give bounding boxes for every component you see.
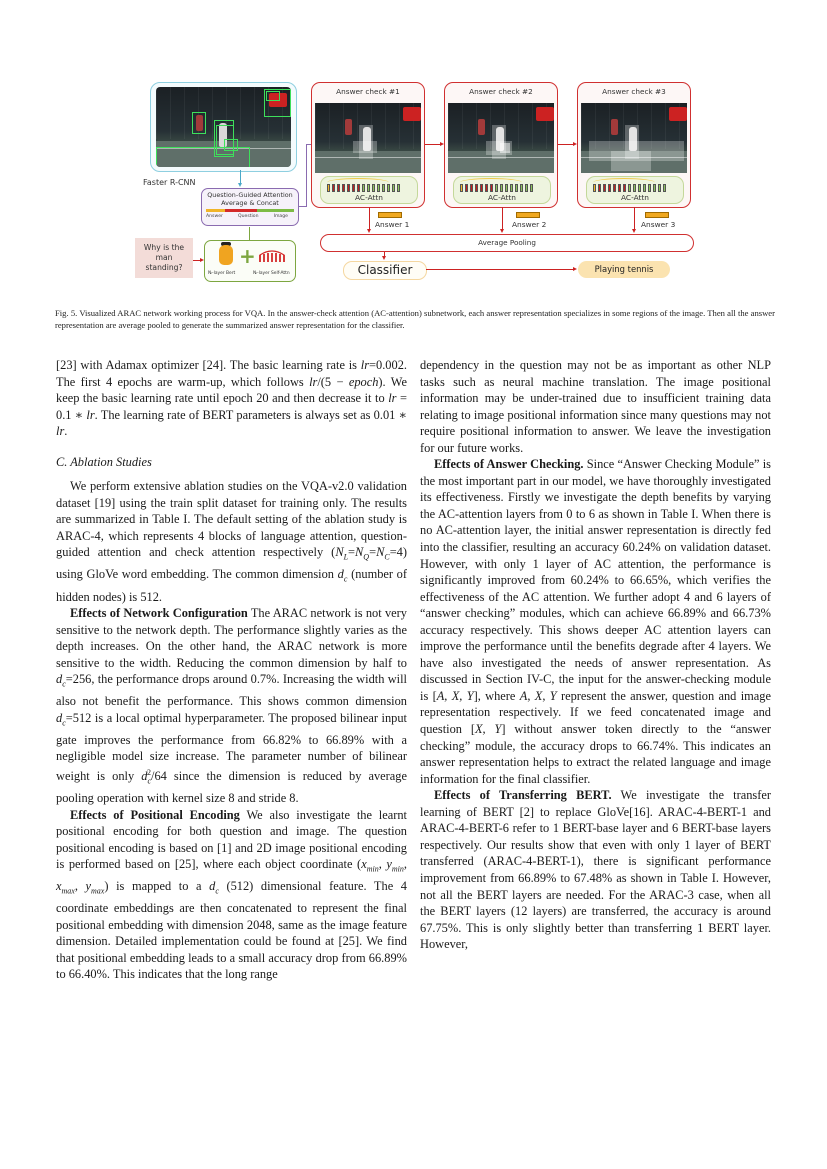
detection-image	[156, 87, 291, 167]
question-input	[135, 238, 193, 278]
paragraph-positional-continued: dependency in the question may not be as important as other NLP tasks such as neural machine translation. The image positional information may be under-trained due to insufficient training data relating to image positional information since many questions may not require positional information to answer. We leave the investigation for our future works.	[420, 358, 771, 455]
figure-caption: Fig. 5. Visualized ARAC network working process for VQA. In the answer-check attention (AC-attention) subnetwork, each answer representation specializes in some regions of the image. Then all the answer representation are average pooled to generate the summarized answer representation for the classifier.	[55, 308, 775, 330]
faster-rcnn-label: Faster R-CNN	[143, 178, 196, 187]
answer-3-label: Answer 3	[641, 220, 676, 229]
ac-attention-block-2	[453, 176, 551, 204]
answer-checking-heading: Effects of Answer Checking.	[434, 457, 584, 472]
answer-check-1	[311, 82, 425, 208]
paragraph-answer-checking: Effects of Answer Checking. Since “Answer Checking Module” is the most important part in our model, we have thoroughly investigated its effectiveness. Firstly we investigate the depth benefits by varying the AC-attention layers from 0 to 6 as shown in Table I. When there is no AC-attention layer, the initial answer representation is directly fed into the classifier, resulting an accuracy 60.24% on validation dataset. However, with only 1 layer of AC attention, the performance is significantly improved from 60.24% to 66.65%, which verifies the effectiveness of the AC attention. We further adopt 4 and 6 layers of “answer checking” modules, which can achieve 66.89% and 66.73% accuracy respectively. This shows deeper AC attention layers can improve the performance until the benefits degrade after 4 layers. We have also investigated the needs of answer representation. As discussed in Section IV-C, the input for the answer-checking module is [A, X, Y], where A, X, Y represent the answer, question and image representation respectively. If we feed concatenated image and question [X, Y] without answer token directly to the “answer checking” module, the accuracy drops to 66.74%. This indicates an answer representation helps to extract the related language and image information for the final classifier.	[420, 457, 772, 786]
answer-check-1-title: Answer check #1	[336, 87, 400, 96]
answer-segment-label: Answer	[206, 214, 223, 219]
question-text: Why is the man standing?	[143, 243, 185, 272]
classifier-block: Classifier	[343, 261, 427, 280]
paragraph-ablation-intro: We perform extensive ablation studies on the VQA-v2.0 validation dataset [19] using the train split dataset for training only. The results are summarized in Table I. The default setting of the ablation study is ARAC-4, which represents 4 blocks of language attention, question-guided attention and check attention respectively $(N_L=N_Q=N_C=4)$ using GloVe word embedding. The common dimension $d_c$ (number of hidden nodes) is 512.	[56, 479, 408, 604]
ac-attn-label-2: AC-Attn	[488, 193, 516, 202]
qga-title-line2: Average & Concat	[221, 199, 279, 207]
average-pooling-block: Average Pooling	[320, 234, 694, 252]
answer-2-label: Answer 2	[512, 220, 547, 229]
question-guided-attention-block	[201, 188, 299, 226]
section-heading: C. Ablation Studies	[56, 454, 152, 469]
paragraph-positional-encoding: Effects of Positional Encoding We also investigate the learnt positional encoding for both question and image. The question positional encoding is based on [1] and 2D image positional encoding is performed based on [25], where each object coordinate ($x_{min}$, $y_{min}$, $x_{max}$, $y_{max}$) is mapped to a $d_c$ (512) dimensional feature. The 4 coordinate embeddings are then concatenated to represent the final positional embedding with dimension 2048, same as the image feature dimension. Detailed implementation could be found at [25]. We find that positional embedding leads to a small accuracy drop from 66.89% to 66.40%. This indicates that the long range	[56, 807, 407, 982]
ac-attn-label-3: AC-Attn	[621, 193, 649, 202]
positional-encoding-heading: Effects of Positional Encoding	[70, 807, 240, 822]
ac-attention-block-1	[320, 176, 418, 204]
paragraph-training: [23] with Adamax optimizer [24]. The basic learning rate is lr=0.002. The first 4 epochs are warm-up, which follows lr/(5 − epoch). We keep the basic learning rate until epoch 20 and then decrease it to lr = 0.1 ∗ lr. The learning rate of BERT parameters is always set as 0.01 ∗ lr.	[56, 358, 408, 439]
self-attn-layer-label: Nₗ-layer Self-Attn	[253, 271, 290, 276]
answer-1-label: Answer 1	[375, 220, 410, 229]
answer-check-3-title: Answer check #3	[602, 87, 666, 96]
ac-attention-block-3	[586, 176, 684, 204]
plus-icon: +	[239, 244, 256, 268]
answer-check-3	[577, 82, 691, 208]
network-config-heading: Effects of Network Configuration	[70, 606, 248, 621]
faster-rcnn-panel	[150, 82, 297, 172]
image-segment-label: Image	[273, 214, 288, 219]
transferring-bert-heading: Effects of Transferring BERT.	[434, 788, 612, 803]
language-encoder-block	[204, 240, 296, 282]
qga-title-line1: Question-Guided Attention	[207, 191, 293, 199]
answer-3-token	[645, 212, 669, 218]
paragraph-transferring-bert	[420, 787, 771, 952]
bert-icon	[219, 245, 233, 265]
answer-1-token	[378, 212, 402, 218]
predicted-answer: Playing tennis	[578, 261, 670, 278]
answer-2-token	[516, 212, 540, 218]
attention-map-2	[448, 103, 554, 173]
attention-map-1	[315, 103, 421, 173]
ac-attn-label-1: AC-Attn	[355, 193, 383, 202]
paragraph-network-config: Effects of Network Configuration The ARAC network is not very sensitive to the network depth. The performance slightly varies as the depth increases. On the other hand, the ARAC network is more sensitive to the width. Reducing the common dimension by half to $d_c=256$, the performance drops around 0.7%. Increasing the width will also not benefit the performance. This shows common dimension $d_c=512$ is a local optimal hyperparameter. The proposed bilinear input gate improves the performance from 66.82% to 66.89% with a negligible model size increase. The parameter number of bilinear weight is only $d_c^2/64$ since the dimension is reduced by average pooling operation with kernel size 8 and stride 8.	[56, 606, 407, 806]
answer-check-2	[444, 82, 558, 208]
right-column	[420, 357, 771, 953]
attention-map-3	[581, 103, 687, 173]
question-segment-label: Question	[237, 214, 259, 219]
figure-5	[0, 0, 827, 300]
answer-check-2-title: Answer check #2	[469, 87, 533, 96]
transferring-bert-body: We investigate the transfer learning of BERT [2] to replace GloVe[16]. ARAC-4-BERT-1 and ARAC-4-BERT-6 refer to 1 BERT-base layer and 6 BERT-base layers respectively. Our results show that even with only 1 layer of BERT transferred (ARAC-4-BERT-1), there is significant performance improvement from 66.89% to 67.48% as shown in Table I. However, not all the BERT layers are needed. For the ARAC-3 case, when all the BERT layers (12 layers) are transferred, the accuracy is around 67.75%. This is only slightly better than transferring 1 BERT layer. However,	[420, 788, 771, 952]
concat-feature-bar	[206, 209, 294, 212]
self-attention-icon	[258, 249, 286, 263]
bert-layer-label: Nₗ-layer Bert	[208, 271, 236, 276]
left-column	[56, 357, 407, 983]
